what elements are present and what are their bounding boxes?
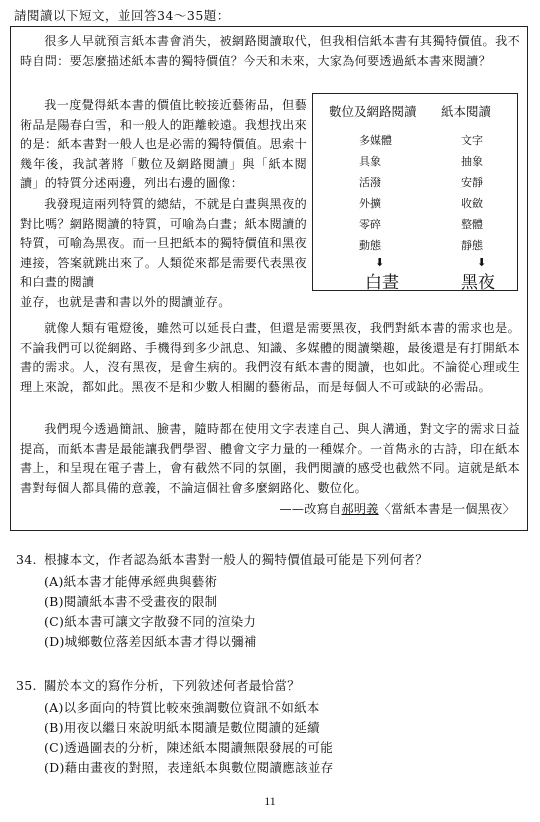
option-34-a[interactable]: (A)紙本書才能傳承經典與藝術 xyxy=(44,574,218,589)
option-35-a[interactable]: (A)以多面向的特質比較來強調數位資訊不如紙本 xyxy=(44,700,320,715)
right-item: 抽象 xyxy=(461,155,483,168)
citation-prefix: ——改寫自 xyxy=(279,502,342,516)
question-text: 根據本文，作者認為紙本書對一般人的獨特價值最可能是下列何者？ xyxy=(44,552,429,567)
passage-box xyxy=(10,26,528,531)
left-item: 動態 xyxy=(359,239,381,252)
left-item: 零碎 xyxy=(359,218,381,231)
option-35-d[interactable]: (D)藉由畫夜的對照，表達紙本與數位閱讀應該並存 xyxy=(44,760,334,775)
question-35 xyxy=(16,676,516,696)
left-item: 活潑 xyxy=(359,176,381,189)
citation xyxy=(279,500,515,517)
question-number: 34. xyxy=(16,552,37,567)
right-item: 整體 xyxy=(461,218,483,231)
page-number: 11 xyxy=(264,794,276,808)
passage-paragraph-4: 就像人類有電燈後，雖然可以延長白晝，但還是需要黑夜，我們對紙本書的需求也是。不論我們可以從網路、手機得到多少訊息、知識、多媒體的閱讀樂趣，最後還是有打開紙本書的需求。人，沒有黑夜，是會生病的。我們沒有紙本書的閱讀，也如此。不論從心理或生理上來說，都如此。黑夜不是和少數人相關的藝術品，而是每個人不可或缺的必需品。 xyxy=(20,321,520,394)
left-item: 外擴 xyxy=(359,197,381,210)
passage-paragraph-3: 我發現這兩列特質的總結，不就是白晝與黑夜的對比嗎？網路閱讀的特質，可喻為白晝；紙本閱讀的特質，可喻為黑夜。而一旦把紙本的獨特價值和黑夜連接，答案就跳出來了。人類從來都是需要代表黑夜和白晝的閱讀 xyxy=(20,197,307,290)
question-number: 35. xyxy=(16,678,37,693)
question-text: 關於本文的寫作分析，下列敘述何者最恰當？ xyxy=(44,678,301,693)
table-right-header: 紙本閱讀 xyxy=(441,104,492,119)
option-34-c[interactable]: (C)紙本書可讓文字散發不同的渲染力 xyxy=(44,614,257,629)
citation-title: 〈當紙本書是一個黑夜〉 xyxy=(378,502,515,516)
option-35-b[interactable]: (B)用夜以繼日來說明紙本閱讀是數位閱讀的延續 xyxy=(44,720,320,735)
right-item: 安靜 xyxy=(461,176,483,189)
option-34-b[interactable]: (B)閱讀紙本書不受畫夜的限制 xyxy=(44,594,218,609)
right-item: 靜態 xyxy=(461,239,483,252)
passage-paragraph-1: 很多人早就預言紙本書會消失，被網路閱讀取代，但我相信紙本書有其獨特價值。我不時自問：要怎麼描述紙本書的獨特價值？今天和未來，大家為何要透過紙本書來閱讀？ xyxy=(20,34,520,68)
down-arrow-icon: ⬇ xyxy=(375,256,385,269)
passage-paragraph-2: 我一度覺得紙本書的價值比較接近藝術品，但藝術品是陽春白雪，和一般人的距離較遠。我想找出來的是：紙本書對一般人也是必需的獨特價值。思索十幾年後，我試著將「數位及網路閱讀」與「紙本閱讀」的特質分述兩邊，列出右邊的圖像： xyxy=(20,98,307,191)
table-left-header: 數位及網路閱讀 xyxy=(329,104,417,119)
comparison-table xyxy=(312,93,518,291)
result-daytime: 白晝 xyxy=(365,273,399,293)
right-item: 收斂 xyxy=(461,197,483,210)
down-arrow-icon: ⬇ xyxy=(477,256,487,269)
question-34 xyxy=(16,550,516,570)
citation-author: 郝明義 xyxy=(341,502,379,516)
right-item: 文字 xyxy=(461,134,483,147)
instruction: 請閱讀以下短文，並回答34～35題： xyxy=(14,8,230,23)
result-night: 黑夜 xyxy=(461,273,495,293)
left-item: 具象 xyxy=(359,155,381,168)
passage-paragraph-3-tail: 並存，也就是書和書以外的閱讀並存。 xyxy=(20,295,231,309)
option-34-d[interactable]: (D)城鄉數位落差因紙本書才得以彌補 xyxy=(44,634,257,649)
passage-paragraph-5: 我們現今透過簡訊、臉書，隨時都在使用文字表達自己、與人溝通，對文字的需求日益提高，而紙本書是最能讓我們學習、體會文字力量的一種媒介。一首雋永的古詩，印在紙本書上，和呈現在電子書上，會有截然不同的氛圍，我們閱讀的感受也截然不同。這就是紙本書對每個人都具備的意義，不論這個社會多麼網路化、數位化。 xyxy=(20,422,520,495)
left-item: 多媒體 xyxy=(359,134,392,147)
option-35-c[interactable]: (C)透過圖表的分析，陳述紙本閱讀無限發展的可能 xyxy=(44,740,334,755)
